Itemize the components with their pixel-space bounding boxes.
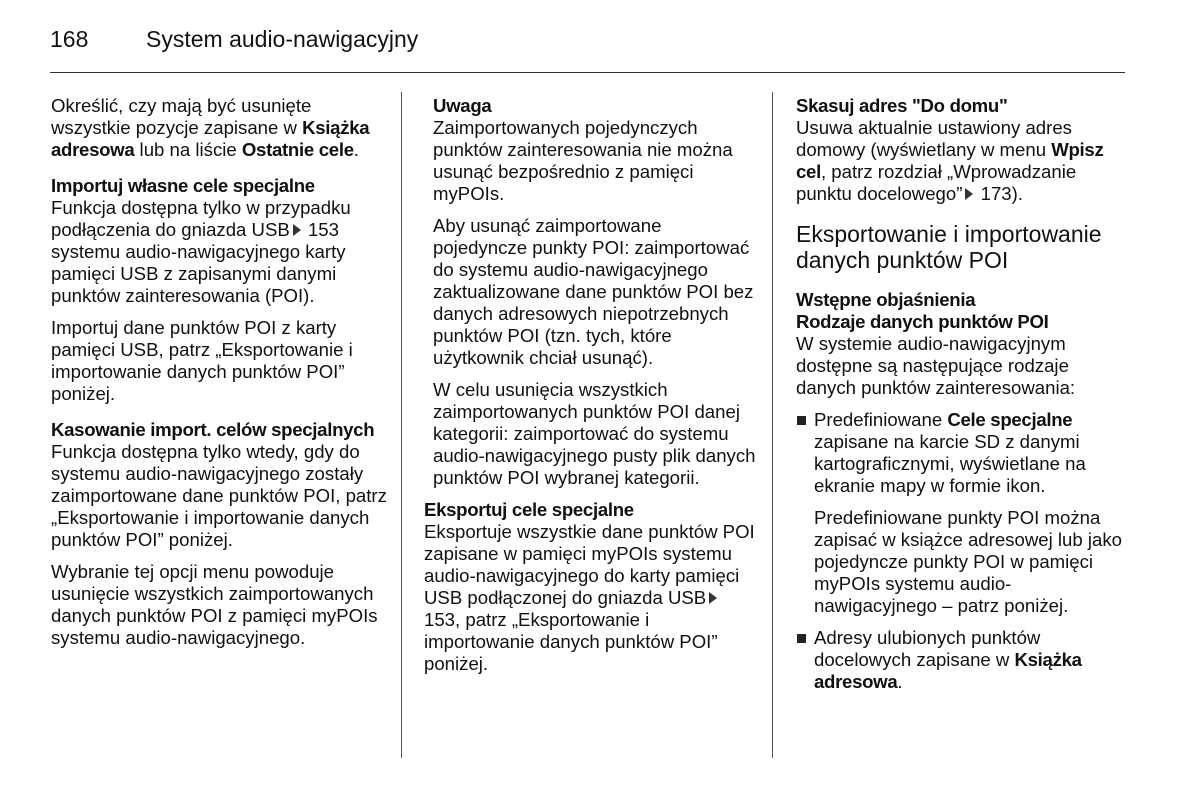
paragraph: Wybranie tej opcji menu powoduje usunięcie wszystkich zaimportowanych danych punktów POI z pamięci myPOIs systemu audio-nawigacyjnego. [51,561,378,648]
paragraph [51,419,389,551]
menu-term: Książka adresowa [51,117,370,160]
text: , patrz rozdział „Wprowadzanie punktu docelowego” [796,161,1077,204]
paragraph: Importuj dane punktów POI z karty pamięci USB, patrz „Eksportowanie i importowanie danych punktów POI” poniżej. [51,317,353,404]
paragraph [51,95,389,161]
paragraph [51,175,389,307]
text: lub na liście [134,139,242,160]
paragraph [424,499,758,675]
paragraph: Predefiniowane punkty POI można zapisać w książce adresowej lub jako pojedyncze punkty POI w pamięci myPOIs systemu audio-nawigacyjnego – patrz poniżej. [814,507,1122,616]
column-1 [51,95,389,659]
column-divider-2 [772,92,773,758]
column-2 [424,95,758,685]
column-3 [796,95,1130,703]
text: Eksportuje wszystkie dane punktów POI zapisane w pamięci myPOIs systemu audio-nawigacyjnego do karty pamięci USB podłączonej do gniazda USB [424,521,755,608]
text: . [897,671,903,692]
paragraph: W celu usunięcia wszystkich zaimportowanych punktów POI danej kategorii: zaimportować do systemu audio-nawigacyjnego pusty plik danych punktów POI wybranej kategorii. [433,379,756,488]
menu-term: Cele specjalne [947,409,1073,430]
paragraph [796,95,1130,205]
subheading: Wstępne objaśnienia [796,289,976,310]
paragraph [796,289,1130,399]
subheading: Eksportuj cele specjalne [424,499,634,520]
text: 153, patrz „Eksportowanie i importowanie danych punktów POI” poniżej. [424,609,718,674]
page-reference-arrow-icon [293,224,301,236]
text: W systemie audio-nawigacyjnym dostępne są następujące rodzaje danych punktów zainteresowania: [796,333,1076,398]
paragraph [433,95,758,205]
column-divider-1 [401,92,402,758]
text: Adresy ulubionych punktów docelowych zapisane w [814,627,1041,670]
square-bullet-icon [797,416,806,425]
note-heading: Uwaga [433,95,492,116]
text: Zaimportowanych pojedynczych punktów zainteresowania nie można usunąć bezpośrednio z pamięci myPOIs. [433,117,733,204]
subheading: Skasuj adres "Do domu" [796,95,1008,116]
page-reference-arrow-icon [709,592,717,604]
note-box [424,95,758,489]
page-reference-arrow-icon [965,188,973,200]
page-title: System audio-nawigacyjny [146,26,419,52]
text: Funkcja dostępna tylko w przypadku podłączenia do gniazda USB [51,197,351,240]
text: Określić, czy mają być usunięte wszystkie pozycje zapisane w [51,95,312,138]
text: Funkcja dostępna tylko wtedy, gdy do systemu audio-nawigacyjnego zostały zaimportowane dane punktów POI, patrz „Eksportowanie i importowanie danych punktów POI” poniżej. [51,441,387,550]
text: Usuwa aktualnie ustawiony adres domowy (wyświetlany w menu [796,117,1072,160]
paragraph: Aby usunąć zaimportowane pojedyncze punkty POI: zaimportować do systemu audio-nawigacyjnego zaktualizowane dane punktów POI bez danych adresowych niepotrzebnych punktów POI (tzn. tych, które użytkownik chciał usunąć). [433,215,754,368]
list-item [796,409,1130,497]
menu-term: Książka adresowa [814,649,1082,692]
text: zapisane na karcie SD z danymi kartograficznymi, wyświetlane na ekranie mapy w formie ikon. [814,431,1086,496]
subheading: Rodzaje danych punktów POI [796,311,1049,332]
menu-term: Wpisz cel [796,139,1104,182]
list-item [796,627,1130,693]
text: 173). [975,183,1023,204]
square-bullet-icon [797,634,806,643]
page-header [50,26,418,53]
menu-term: Ostatnie cele [241,139,354,160]
subheading: Importuj własne cele specjalne [51,175,315,196]
text: Predefiniowane [814,409,948,430]
page-number: 168 [50,26,89,52]
subheading: Kasowanie import. celów specjalnych [51,419,375,440]
text: 153 systemu audio-nawigacyjnego karty pamięci USB z zapisanymi danymi punktów zainteresowania (POI). [51,219,346,306]
section-title: Eksportowanie i importowanie danych punktów POI [796,221,1102,273]
text: . [353,139,359,160]
header-rule [50,72,1125,73]
